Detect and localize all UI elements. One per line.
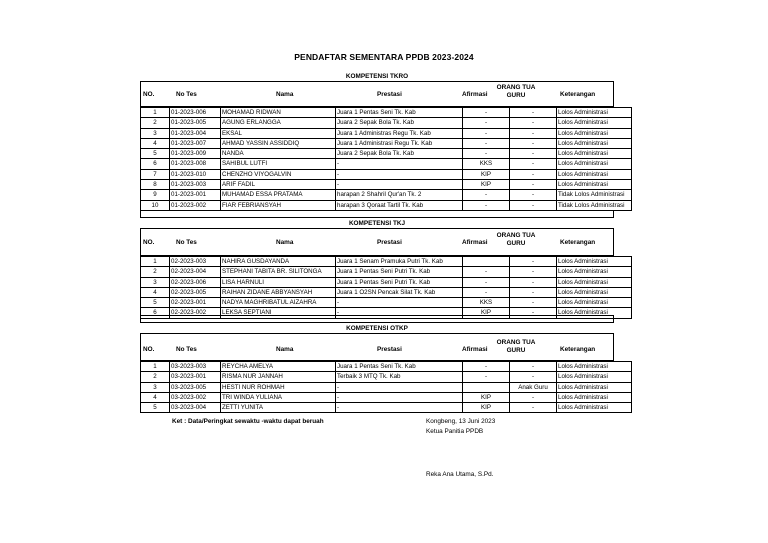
cell-afirmasi: KIP — [463, 392, 510, 402]
cell-no: 1 — [141, 108, 170, 118]
spacer-row — [140, 210, 614, 218]
cell-prestasi: - — [336, 169, 463, 179]
header-nama: Nama — [276, 239, 294, 246]
cell-nama: RAIHAN ZIDANE ABBYANSYAH — [221, 287, 336, 297]
cell-nama: LEKSA SEPTIANI — [221, 308, 336, 318]
cell-orang-tua-guru: - — [510, 108, 557, 118]
cell-keterangan: Tidak Lolos Administrasi — [557, 200, 632, 210]
cell-no: 7 — [141, 169, 170, 179]
table-row — [141, 118, 632, 128]
cell-no: 8 — [141, 180, 170, 190]
cell-no: 1 — [141, 362, 170, 372]
cell-no-tes: 03-2023-004 — [170, 403, 221, 413]
cell-orang-tua-guru: - — [510, 159, 557, 169]
header-no-tes: No Tes — [176, 346, 197, 353]
cell-keterangan: Lolos Administrasi — [557, 180, 632, 190]
cell-no-tes: 03-2023-001 — [170, 372, 221, 382]
table-row — [141, 138, 632, 148]
cell-orang-tua-guru: - — [510, 298, 557, 308]
cell-afirmasi: KIP — [463, 403, 510, 413]
table-row — [141, 362, 632, 372]
header-keterangan: Keterangan — [560, 239, 596, 246]
table-row — [141, 149, 632, 159]
cell-no: 3 — [141, 128, 170, 138]
cell-orang-tua-guru: - — [510, 257, 557, 267]
spacer-row — [140, 315, 614, 323]
cell-nama: FIAR FEBRIANSYAH — [221, 200, 336, 210]
table-row — [141, 108, 632, 118]
cell-afirmasi: - — [463, 149, 510, 159]
header-afirmasi: Afirmasi — [462, 239, 488, 246]
cell-no-tes: 01-2023-010 — [170, 169, 221, 179]
cell-prestasi: Juara 1 Pentas Seni Putri Tk. Kab — [336, 267, 463, 277]
cell-prestasi: Juara 1 Senam Pramuka Putri Tk. Kab — [336, 257, 463, 267]
cell-orang-tua-guru: - — [510, 277, 557, 287]
table-tkj — [140, 256, 632, 319]
table-row — [141, 200, 632, 210]
header-guru: GURU — [506, 240, 526, 247]
cell-keterangan: Lolos Administrasi — [557, 108, 632, 118]
cell-no-tes: 01-2023-001 — [170, 190, 221, 200]
table-row — [141, 382, 632, 392]
cell-no-tes: 02-2023-005 — [170, 287, 221, 297]
cell-no: 4 — [141, 287, 170, 297]
cell-prestasi: Juara 2 Sepak Bola Tk. Kab — [336, 149, 463, 159]
table-row — [141, 180, 632, 190]
cell-afirmasi: - — [463, 118, 510, 128]
table-row — [141, 298, 632, 308]
header-afirmasi: Afirmasi — [462, 346, 488, 353]
cell-nama: MUHAMAD ESSA PRATAMA — [221, 190, 336, 200]
section-title-tkro: KOMPETENSI TKRO — [345, 73, 409, 80]
footer-signatory: Reka Ana Utama, S.Pd. — [426, 471, 494, 478]
cell-nama: LISA HARNULI — [221, 277, 336, 287]
cell-afirmasi: - — [463, 277, 510, 287]
cell-prestasi: Juara 1 Pentas Seni Putri Tk. Kab — [336, 277, 463, 287]
table-row — [141, 277, 632, 287]
cell-nama: TRI WINDA YULIANA — [221, 392, 336, 402]
cell-no: 5 — [141, 298, 170, 308]
cell-no-tes: 02-2023-003 — [170, 257, 221, 267]
cell-prestasi: Terbaik 3 MTQ Tk. Kab — [336, 372, 463, 382]
header-prestasi: Prestasi — [377, 91, 402, 98]
header-prestasi: Prestasi — [377, 346, 402, 353]
cell-nama: ZETTI YUNITA — [221, 403, 336, 413]
cell-no-tes: 02-2023-002 — [170, 308, 221, 318]
cell-afirmasi: - — [463, 128, 510, 138]
cell-orang-tua-guru: Anak Guru — [510, 382, 557, 392]
cell-afirmasi: - — [463, 362, 510, 372]
cell-nama: RISMA NUR JANNAH — [221, 372, 336, 382]
cell-no-tes: 03-2023-002 — [170, 392, 221, 402]
cell-orang-tua-guru: - — [510, 118, 557, 128]
cell-no: 5 — [141, 403, 170, 413]
cell-afirmasi: - — [463, 108, 510, 118]
cell-nama: NADYA MAGHRIBATUL AIZAHRA — [221, 298, 336, 308]
cell-nama: SAHIBUL LUTFI — [221, 159, 336, 169]
cell-keterangan: Lolos Administrasi — [557, 372, 632, 382]
header-keterangan: Keterangan — [560, 346, 596, 353]
cell-no-tes: 02-2023-001 — [170, 298, 221, 308]
cell-keterangan: Lolos Administrasi — [557, 382, 632, 392]
cell-keterangan: Tidak Lolos Administrasi — [557, 190, 632, 200]
cell-no-tes: 01-2023-006 — [170, 108, 221, 118]
cell-orang-tua-guru: - — [510, 138, 557, 148]
cell-orang-tua-guru: - — [510, 372, 557, 382]
cell-no-tes: 02-2023-006 — [170, 277, 221, 287]
header-no: NO. — [143, 91, 155, 98]
cell-prestasi: Juara 1 Administras Regu Tk. Kab — [336, 128, 463, 138]
cell-orang-tua-guru: - — [510, 267, 557, 277]
cell-no: 2 — [141, 372, 170, 382]
cell-afirmasi: - — [463, 138, 510, 148]
cell-no: 5 — [141, 149, 170, 159]
cell-nama: NAHIRA GUSDAYANDA — [221, 257, 336, 267]
table-tkro — [140, 107, 632, 211]
cell-orang-tua-guru: - — [510, 149, 557, 159]
cell-no: 2 — [141, 267, 170, 277]
table-row — [141, 169, 632, 179]
cell-no: 4 — [141, 392, 170, 402]
cell-nama: AGUNG ERLANGGA — [221, 118, 336, 128]
header-afirmasi: Afirmasi — [462, 91, 488, 98]
cell-no: 10 — [141, 200, 170, 210]
footer-role: Ketua Panitia PPDB — [426, 428, 484, 435]
cell-prestasi: Juara 1 Pentas Seni Tk. Kab — [336, 362, 463, 372]
table-row — [141, 190, 632, 200]
cell-nama: STEPHANI TABITA BR. SILITONGA — [221, 267, 336, 277]
cell-no-tes: 03-2023-003 — [170, 362, 221, 372]
footer-note: Ket : Data/Peringkat sewaktu -waktu dapat beruah — [172, 418, 324, 425]
cell-afirmasi: - — [463, 190, 510, 200]
cell-no: 6 — [141, 308, 170, 318]
cell-afirmasi: KIP — [463, 180, 510, 190]
cell-prestasi: - — [336, 382, 463, 392]
cell-no-tes: 01-2023-002 — [170, 200, 221, 210]
cell-no: 1 — [141, 257, 170, 267]
header-no-tes: No Tes — [176, 91, 197, 98]
cell-keterangan: Lolos Administrasi — [557, 277, 632, 287]
cell-orang-tua-guru: - — [510, 308, 557, 318]
cell-afirmasi: KKS — [463, 298, 510, 308]
cell-afirmasi: - — [463, 287, 510, 297]
cell-keterangan: Lolos Administrasi — [557, 362, 632, 372]
cell-orang-tua-guru: - — [510, 200, 557, 210]
cell-prestasi: - — [336, 392, 463, 402]
table-row — [141, 159, 632, 169]
footer-place-date: Kongbeng, 13 Juni 2023 — [426, 418, 496, 425]
header-orang-tua: ORANG TUA — [496, 232, 536, 239]
cell-orang-tua-guru: - — [510, 190, 557, 200]
cell-afirmasi — [463, 382, 510, 392]
table-otkp — [140, 361, 632, 413]
cell-no: 3 — [141, 277, 170, 287]
cell-prestasi: Juara 1 Administrasi Regu Tk. Kab — [336, 138, 463, 148]
cell-nama: CHENZHO VIYOGALVIN — [221, 169, 336, 179]
cell-keterangan: Lolos Administrasi — [557, 149, 632, 159]
cell-no: 3 — [141, 382, 170, 392]
table-row — [141, 403, 632, 413]
header-no-tes: No Tes — [176, 239, 197, 246]
header-no: NO. — [143, 239, 155, 246]
table-row — [141, 267, 632, 277]
cell-keterangan: Lolos Administrasi — [557, 267, 632, 277]
cell-no-tes: 01-2023-007 — [170, 138, 221, 148]
cell-orang-tua-guru: - — [510, 128, 557, 138]
document-title: PENDAFTAR SEMENTARA PPDB 2023-2024 — [294, 52, 474, 62]
cell-prestasi: Juara 1 O2SN Pencak Silat Tk. Kab — [336, 287, 463, 297]
header-orang-tua: ORANG TUA — [496, 84, 536, 91]
cell-no: 9 — [141, 190, 170, 200]
cell-no-tes: 02-2023-004 — [170, 267, 221, 277]
cell-no-tes: 01-2023-009 — [170, 149, 221, 159]
cell-keterangan: Lolos Administrasi — [557, 308, 632, 318]
cell-afirmasi: - — [463, 200, 510, 210]
cell-prestasi: - — [336, 298, 463, 308]
cell-afirmasi — [463, 257, 510, 267]
cell-afirmasi: - — [463, 372, 510, 382]
cell-no-tes: 01-2023-003 — [170, 180, 221, 190]
cell-prestasi: - — [336, 180, 463, 190]
table-row — [141, 372, 632, 382]
cell-nama: ARIF FADIL — [221, 180, 336, 190]
table-row — [141, 257, 632, 267]
cell-keterangan: Lolos Administrasi — [557, 392, 632, 402]
table-row — [141, 287, 632, 297]
cell-orang-tua-guru: - — [510, 392, 557, 402]
cell-no: 4 — [141, 138, 170, 148]
cell-prestasi: - — [336, 403, 463, 413]
cell-prestasi: Juara 2 Sepak Bola Tk. Kab — [336, 118, 463, 128]
cell-prestasi: - — [336, 308, 463, 318]
cell-orang-tua-guru: - — [510, 403, 557, 413]
cell-orang-tua-guru: - — [510, 180, 557, 190]
cell-no: 2 — [141, 118, 170, 128]
cell-keterangan: Lolos Administrasi — [557, 287, 632, 297]
cell-no-tes: 01-2023-004 — [170, 128, 221, 138]
header-guru: GURU — [506, 92, 526, 99]
table-row — [141, 128, 632, 138]
cell-keterangan: Lolos Administrasi — [557, 138, 632, 148]
cell-nama: NANDA — [221, 149, 336, 159]
section-title-tkj: KOMPETENSI TKJ — [348, 220, 406, 227]
header-no: NO. — [143, 346, 155, 353]
header-nama: Nama — [276, 91, 294, 98]
header-prestasi: Prestasi — [377, 239, 402, 246]
header-orang-tua: ORANG TUA — [496, 339, 536, 346]
cell-keterangan: Lolos Administrasi — [557, 159, 632, 169]
cell-keterangan: Lolos Administrasi — [557, 403, 632, 413]
cell-nama: MOHAMAD RIDWAN — [221, 108, 336, 118]
header-keterangan: Keterangan — [560, 91, 596, 98]
cell-no: 6 — [141, 159, 170, 169]
cell-afirmasi: - — [463, 267, 510, 277]
cell-no-tes: 01-2023-008 — [170, 159, 221, 169]
table-row — [141, 392, 632, 402]
cell-orang-tua-guru: - — [510, 169, 557, 179]
cell-orang-tua-guru: - — [510, 287, 557, 297]
cell-keterangan: Lolos Administrasi — [557, 118, 632, 128]
cell-nama: AHMAD YASSIN ASSIDDIQ — [221, 138, 336, 148]
cell-prestasi: harapan 2 Shahril Qur'an Tk. 2 — [336, 190, 463, 200]
cell-prestasi: harapan 3 Qoraat Tartil Tk. Kab — [336, 200, 463, 210]
cell-prestasi: - — [336, 159, 463, 169]
cell-afirmasi: KIP — [463, 308, 510, 318]
cell-orang-tua-guru: - — [510, 362, 557, 372]
header-nama: Nama — [276, 346, 294, 353]
cell-nama: REYCHA AMELYA — [221, 362, 336, 372]
cell-afirmasi: KKS — [463, 159, 510, 169]
section-title-otkp: KOMPETENSI OTKP — [346, 325, 408, 332]
header-guru: GURU — [506, 347, 526, 354]
cell-keterangan: Lolos Administrasi — [557, 128, 632, 138]
cell-nama: HESTI NUR ROHMAH — [221, 382, 336, 392]
cell-nama: EKSAL — [221, 128, 336, 138]
cell-afirmasi: KIP — [463, 169, 510, 179]
cell-prestasi: Juara 1 Pentas Seni Tk. Kab — [336, 108, 463, 118]
cell-keterangan: Lolos Administrasi — [557, 257, 632, 267]
cell-keterangan: Lolos Administrasi — [557, 169, 632, 179]
cell-no-tes: 01-2023-005 — [170, 118, 221, 128]
cell-no-tes: 03-2023-005 — [170, 382, 221, 392]
cell-keterangan: Lolos Administrasi — [557, 298, 632, 308]
